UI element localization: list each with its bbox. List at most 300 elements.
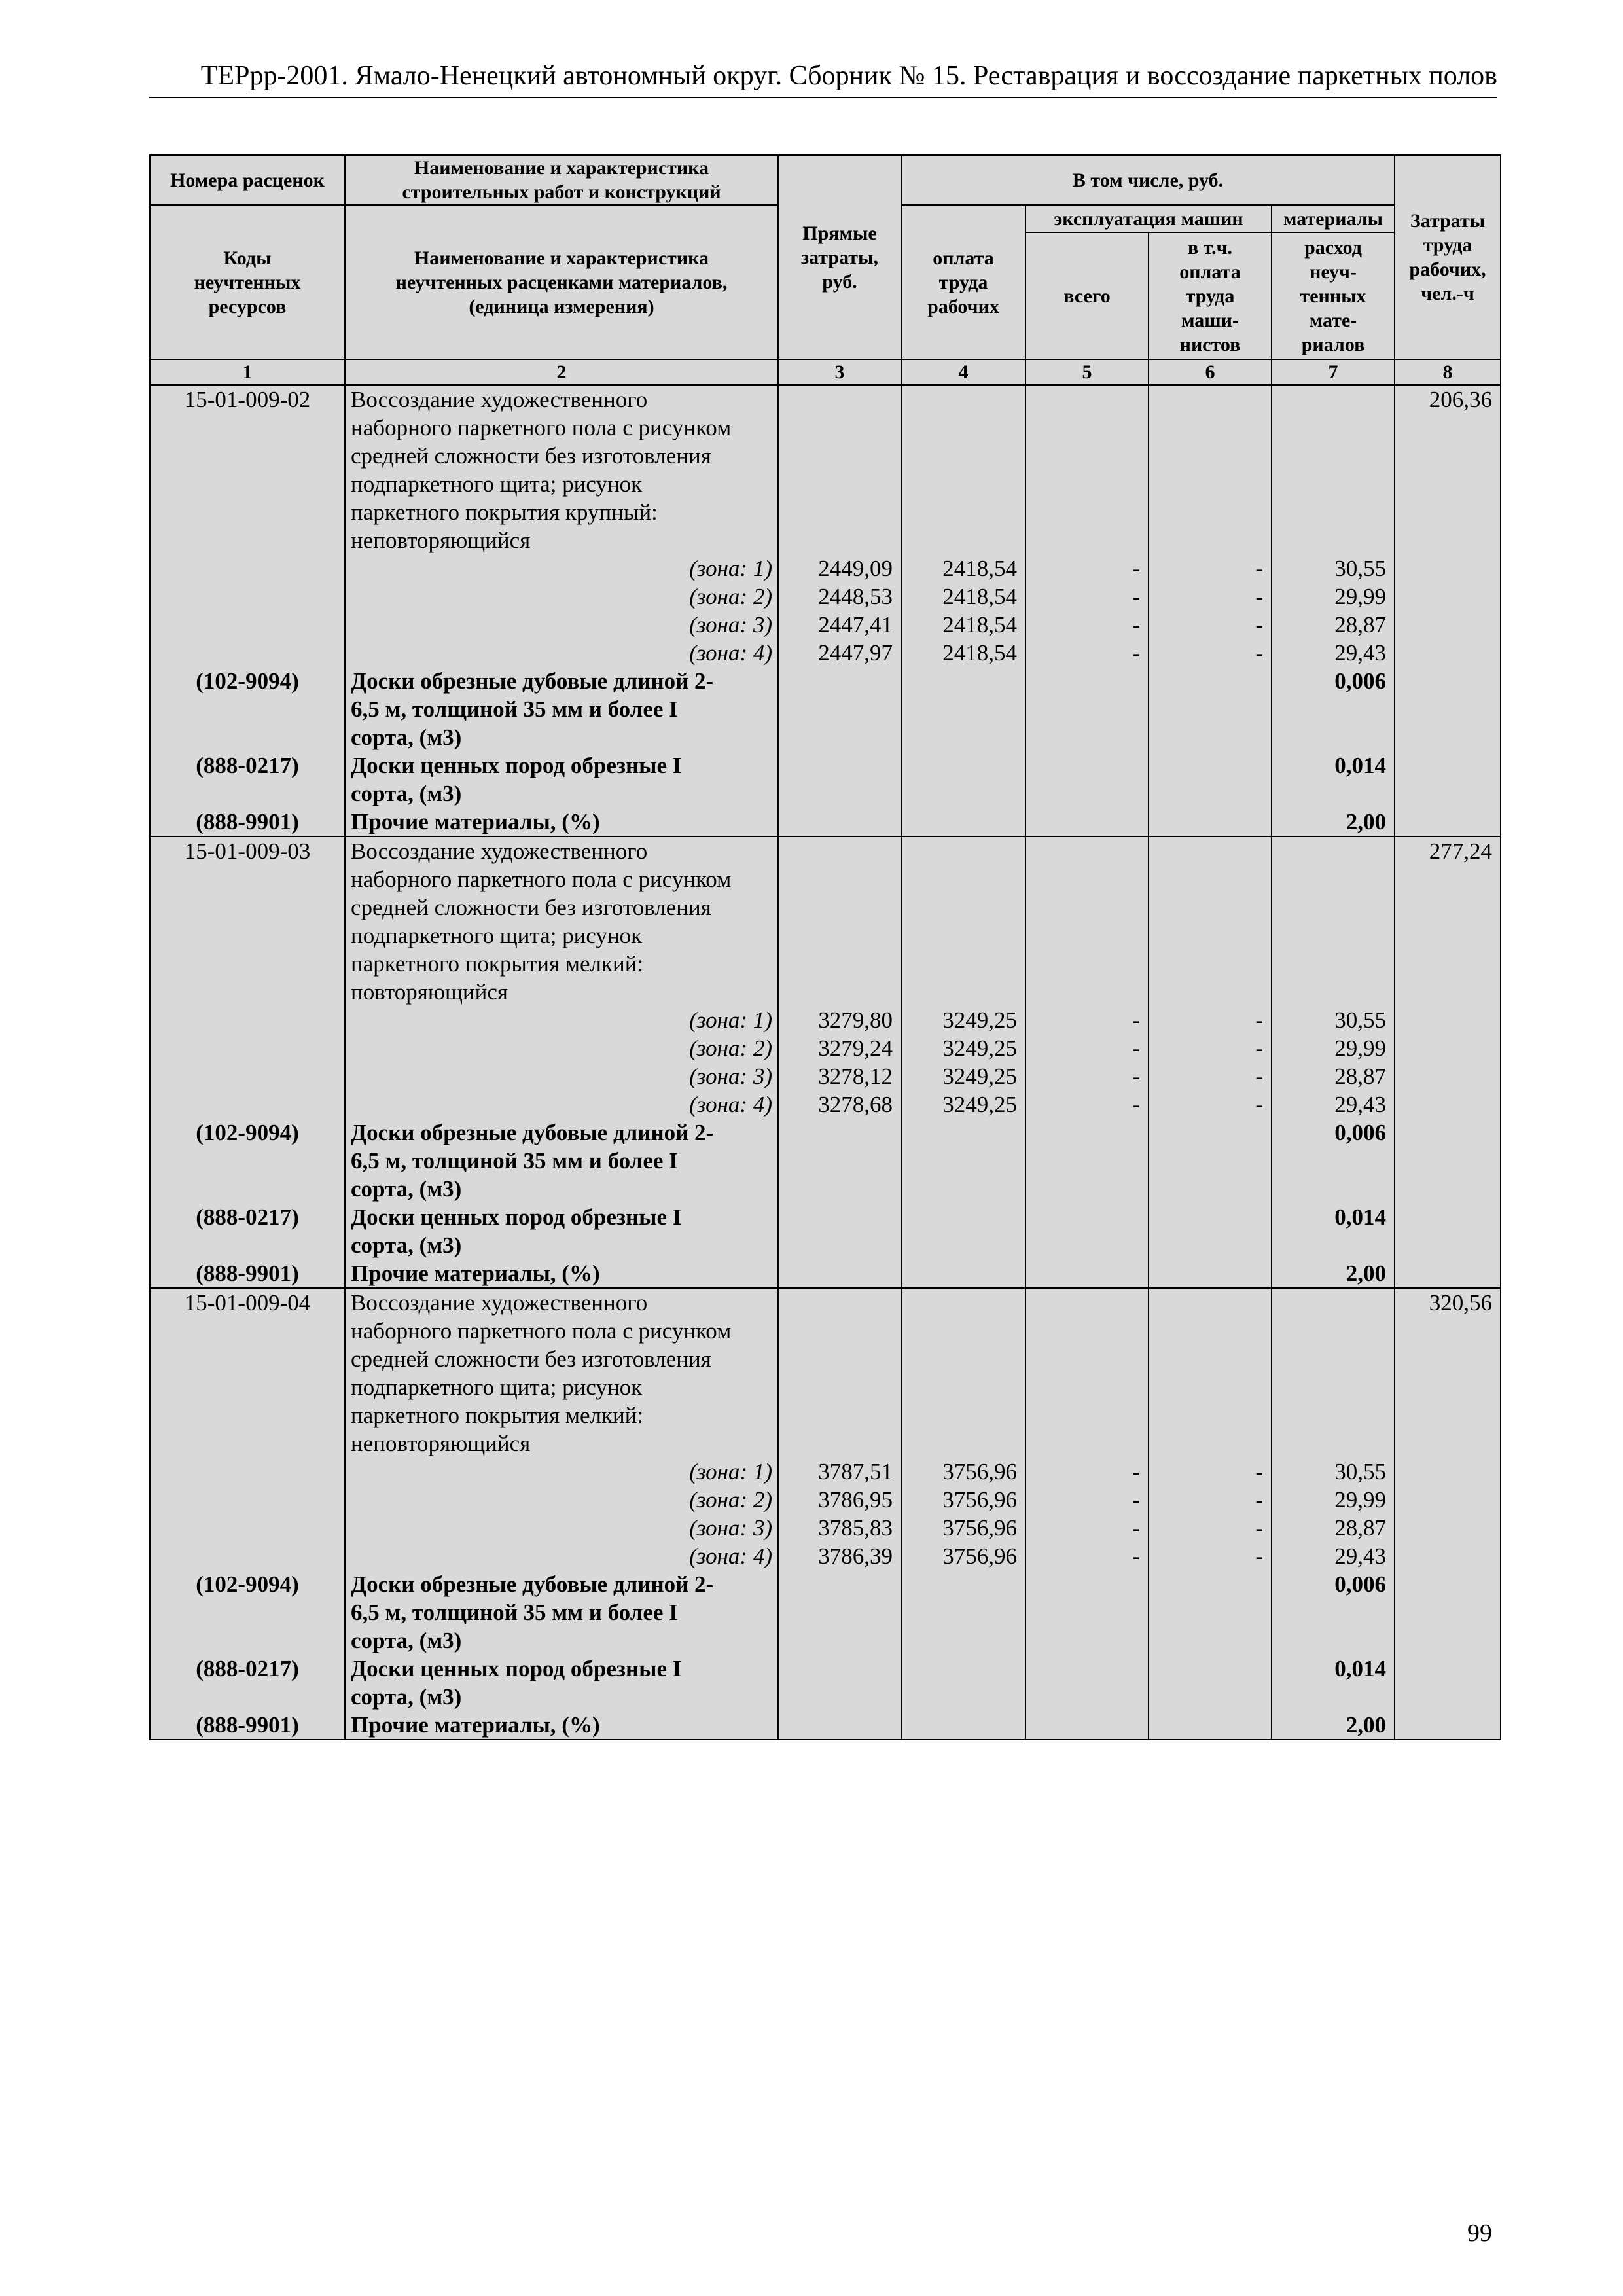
blank-line bbox=[1149, 1345, 1263, 1373]
materials-cost: 29,99 bbox=[1334, 1487, 1387, 1513]
machinists-pay: - bbox=[1255, 1035, 1263, 1061]
materials-cost: 29,43 bbox=[1334, 1092, 1387, 1117]
zone-label: (зона: 3) bbox=[689, 1064, 772, 1089]
resource-usage: 0,006 bbox=[1334, 1120, 1387, 1145]
machines-total: - bbox=[1132, 556, 1140, 581]
machines-total: - bbox=[1132, 1007, 1140, 1033]
resource-name-line: Прочие материалы, (%) bbox=[351, 1261, 600, 1286]
machinists-pay-cell bbox=[1149, 1288, 1272, 1740]
direct-cost: 2449,09 bbox=[818, 556, 893, 581]
blank-line bbox=[779, 1289, 893, 1317]
col-number: 5 bbox=[1026, 359, 1149, 385]
blank-line bbox=[1272, 1345, 1386, 1373]
blank-line bbox=[1149, 442, 1263, 470]
machines-total: - bbox=[1132, 1064, 1140, 1089]
direct-cost: 2447,41 bbox=[818, 612, 893, 637]
materials-cost-cell bbox=[1272, 385, 1395, 836]
machinists-pay: - bbox=[1255, 1459, 1263, 1484]
rate-name-line: подпаркетного щита; рисунок bbox=[351, 471, 643, 497]
blank-line bbox=[151, 978, 344, 1006]
blank-line bbox=[902, 893, 1017, 922]
blank-line bbox=[779, 837, 893, 865]
table-head bbox=[150, 155, 1501, 385]
head-line: оплата bbox=[933, 247, 994, 269]
blank-line bbox=[779, 1345, 893, 1373]
blank-line bbox=[1272, 1683, 1386, 1711]
head-col1-bottom bbox=[150, 205, 345, 359]
head-line: Затраты bbox=[1410, 210, 1486, 232]
blank-line bbox=[902, 978, 1017, 1006]
blank-line bbox=[779, 442, 893, 470]
blank-line bbox=[151, 1317, 344, 1345]
blank-line bbox=[151, 1231, 344, 1259]
blank-line bbox=[151, 1429, 344, 1458]
resource-code: (888-0217) bbox=[196, 753, 299, 778]
codes-cell bbox=[150, 385, 345, 836]
materials-cost-cell bbox=[1272, 1288, 1395, 1740]
blank-line bbox=[1149, 950, 1263, 978]
blank-line bbox=[1149, 1373, 1263, 1401]
blank-line bbox=[779, 1429, 893, 1458]
labor-costs: 206,36 bbox=[1429, 387, 1493, 412]
blank-line bbox=[902, 1429, 1017, 1458]
resource-code: (888-0217) bbox=[196, 1656, 299, 1681]
labor-pay: 3756,96 bbox=[942, 1543, 1017, 1569]
blank-line bbox=[1149, 978, 1263, 1006]
blank-line bbox=[1272, 837, 1386, 865]
running-header: ТЕРрр-2001. Ямало-Ненецкий автономный округ. Сборник № 15. Реставрация и воссоздание паркетных полов bbox=[149, 55, 1497, 98]
head-machinists-pay bbox=[1149, 232, 1272, 359]
rate-name-line: паркетного покрытия крупный: bbox=[351, 499, 658, 525]
col-number: 6 bbox=[1149, 359, 1272, 385]
blank-line bbox=[779, 1401, 893, 1429]
resource-name-line: Доски обрезные дубовые длиной 2- bbox=[351, 668, 714, 694]
blank-line bbox=[151, 1175, 344, 1203]
blank-line bbox=[151, 414, 344, 442]
resource-name-line: Прочие материалы, (%) bbox=[351, 1712, 600, 1738]
machinists-pay: - bbox=[1255, 612, 1263, 637]
machines-total: - bbox=[1132, 1487, 1140, 1513]
materials-cost: 29,99 bbox=[1334, 1035, 1387, 1061]
blank-line bbox=[779, 950, 893, 978]
head-line: неуч- bbox=[1310, 260, 1357, 283]
rate-name-line: наборного паркетного пола с рисунком bbox=[351, 867, 732, 892]
blank-line bbox=[1026, 1317, 1140, 1345]
labor-pay: 3249,25 bbox=[942, 1035, 1017, 1061]
machinists-pay: - bbox=[1255, 1092, 1263, 1117]
blank-line bbox=[1026, 414, 1140, 442]
rate-code: 15-01-009-02 bbox=[184, 387, 311, 412]
blank-line bbox=[1149, 865, 1263, 893]
resource-code: (102-9094) bbox=[196, 668, 299, 694]
blank-line bbox=[151, 1147, 344, 1175]
blank-line bbox=[1272, 1401, 1386, 1429]
blank-line bbox=[151, 498, 344, 526]
machinists-pay: - bbox=[1255, 556, 1263, 581]
col-number: 8 bbox=[1395, 359, 1501, 385]
blank-line bbox=[1272, 1429, 1386, 1458]
blank-line bbox=[151, 1345, 344, 1373]
blank-line bbox=[1272, 498, 1386, 526]
blank-line bbox=[1272, 442, 1386, 470]
rate-name-line: неповторяющийся bbox=[351, 1431, 531, 1456]
head-materials: материалы bbox=[1272, 205, 1395, 232]
zone-label: (зона: 1) bbox=[689, 556, 772, 581]
head-line: нистов bbox=[1179, 333, 1241, 355]
materials-cost: 29,99 bbox=[1334, 584, 1387, 609]
blank-line bbox=[151, 1626, 344, 1655]
blank-line bbox=[1272, 865, 1386, 893]
head-line: (единица измерения) bbox=[469, 295, 654, 317]
blank-line bbox=[1272, 978, 1386, 1006]
resource-name-line: Доски ценных пород обрезные I bbox=[351, 1204, 682, 1230]
materials-cost-cell bbox=[1272, 836, 1395, 1288]
blank-line bbox=[1272, 470, 1386, 498]
blank-line bbox=[151, 583, 344, 611]
head-line: тенных bbox=[1300, 285, 1366, 307]
machinists-pay: - bbox=[1255, 1515, 1263, 1541]
head-line: труда bbox=[938, 271, 988, 293]
resource-usage: 2,00 bbox=[1346, 809, 1387, 834]
head-line: труда bbox=[1423, 234, 1472, 256]
head-line: мате- bbox=[1309, 309, 1357, 331]
column-numbers-row bbox=[150, 359, 1501, 385]
head-machines: эксплуатация машин bbox=[1026, 205, 1272, 232]
rate-name-line: подпаркетного щита; рисунок bbox=[351, 923, 643, 948]
blank-line bbox=[1272, 1231, 1386, 1259]
head-machines-total: всего bbox=[1026, 232, 1149, 359]
machines-total: - bbox=[1132, 640, 1140, 666]
resource-usage: 0,014 bbox=[1334, 1656, 1387, 1681]
blank-line bbox=[151, 1514, 344, 1542]
rate-code: 15-01-009-04 bbox=[184, 1290, 311, 1316]
resource-name-line: сорта, (м3) bbox=[351, 1232, 462, 1258]
blank-line bbox=[1026, 978, 1140, 1006]
blank-line bbox=[779, 1373, 893, 1401]
blank-line bbox=[1149, 922, 1263, 950]
blank-line bbox=[1149, 1401, 1263, 1429]
blank-line bbox=[151, 1401, 344, 1429]
blank-line bbox=[1149, 414, 1263, 442]
resource-code: (102-9094) bbox=[196, 1571, 299, 1597]
rate-name-line: паркетного покрытия мелкий: bbox=[351, 1403, 644, 1428]
resource-code: (888-9901) bbox=[196, 1261, 299, 1286]
labor-costs-cell bbox=[1395, 385, 1501, 836]
materials-cost: 29,43 bbox=[1334, 640, 1387, 666]
zone-label: (зона: 4) bbox=[689, 1092, 772, 1117]
blank-line bbox=[1272, 1289, 1386, 1317]
blank-line bbox=[1026, 470, 1140, 498]
blank-line bbox=[1149, 1429, 1263, 1458]
blank-line bbox=[902, 442, 1017, 470]
materials-cost: 28,87 bbox=[1334, 612, 1387, 637]
rate-name-line: средней сложности без изготовления bbox=[351, 1346, 711, 1372]
zone-label: (зона: 1) bbox=[689, 1459, 772, 1484]
table-body bbox=[150, 385, 1501, 1740]
blank-line bbox=[779, 865, 893, 893]
blank-line bbox=[779, 1317, 893, 1345]
blank-line bbox=[1272, 723, 1386, 751]
blank-line bbox=[1272, 950, 1386, 978]
blank-line bbox=[151, 554, 344, 583]
labor-pay: 2418,54 bbox=[942, 584, 1017, 609]
blank-line bbox=[151, 893, 344, 922]
blank-line bbox=[1149, 470, 1263, 498]
labor-pay: 2418,54 bbox=[942, 612, 1017, 637]
blank-line bbox=[1026, 386, 1140, 414]
zone-label: (зона: 2) bbox=[689, 1487, 772, 1513]
blank-line bbox=[151, 1062, 344, 1090]
rate-name-line: паркетного покрытия мелкий: bbox=[351, 951, 644, 977]
head-line: оплата bbox=[1179, 260, 1241, 283]
blank-line bbox=[1272, 780, 1386, 808]
labor-pay: 3756,96 bbox=[942, 1515, 1017, 1541]
rate-code: 15-01-009-03 bbox=[184, 838, 311, 864]
machines-total-cell bbox=[1026, 836, 1149, 1288]
rate-entry-row bbox=[150, 836, 1501, 1288]
blank-line bbox=[1026, 865, 1140, 893]
blank-line bbox=[151, 922, 344, 950]
head-line: рабочих bbox=[927, 295, 999, 317]
head-line: руб. bbox=[822, 270, 857, 293]
machinists-pay-cell bbox=[1149, 836, 1272, 1288]
head-col1-top: Номера расценок bbox=[150, 155, 345, 205]
direct-cost: 3278,12 bbox=[818, 1064, 893, 1089]
machinists-pay: - bbox=[1255, 1007, 1263, 1033]
resource-name-line: Доски обрезные дубовые длиной 2- bbox=[351, 1120, 714, 1145]
machinists-pay: - bbox=[1255, 640, 1263, 666]
blank-line bbox=[1149, 498, 1263, 526]
names-cell bbox=[345, 836, 778, 1288]
blank-line bbox=[1272, 695, 1386, 723]
blank-line bbox=[151, 723, 344, 751]
head-line: ресурсов bbox=[208, 295, 287, 317]
machines-total: - bbox=[1132, 1035, 1140, 1061]
head-line: неучтенных bbox=[194, 271, 301, 293]
head-labor-pay bbox=[901, 205, 1026, 359]
blank-line bbox=[1272, 386, 1386, 414]
labor-pay: 3249,25 bbox=[942, 1064, 1017, 1089]
blank-line bbox=[1272, 1598, 1386, 1626]
resource-usage: 0,006 bbox=[1334, 668, 1387, 694]
rate-name-line: наборного паркетного пола с рисунком bbox=[351, 1318, 732, 1344]
blank-line bbox=[151, 1683, 344, 1711]
blank-line bbox=[902, 837, 1017, 865]
blank-line bbox=[902, 1373, 1017, 1401]
blank-line bbox=[151, 639, 344, 667]
blank-line bbox=[1026, 1401, 1140, 1429]
blank-line bbox=[151, 1598, 344, 1626]
head-line: маши- bbox=[1181, 309, 1239, 331]
blank-line bbox=[1272, 893, 1386, 922]
blank-line bbox=[902, 950, 1017, 978]
head-line: Коды bbox=[223, 247, 272, 269]
direct-cost: 3786,39 bbox=[818, 1543, 893, 1569]
resource-name-line: Доски ценных пород обрезные I bbox=[351, 753, 682, 778]
head-materials-usage bbox=[1272, 232, 1395, 359]
resource-code: (102-9094) bbox=[196, 1120, 299, 1145]
labor-pay: 3249,25 bbox=[942, 1092, 1017, 1117]
resource-name-line: Доски ценных пород обрезные I bbox=[351, 1656, 682, 1681]
head-line: рабочих, bbox=[1409, 259, 1486, 280]
rate-name-line: неповторяющийся bbox=[351, 528, 531, 553]
machinists-pay: - bbox=[1255, 584, 1263, 609]
blank-line bbox=[151, 1006, 344, 1034]
labor-pay: 3756,96 bbox=[942, 1459, 1017, 1484]
blank-line bbox=[779, 498, 893, 526]
machinists-pay: - bbox=[1255, 1543, 1263, 1569]
zone-label: (зона: 4) bbox=[689, 1543, 772, 1569]
labor-costs: 277,24 bbox=[1429, 838, 1493, 864]
head-line: риалов bbox=[1301, 333, 1365, 355]
resource-code: (888-9901) bbox=[196, 809, 299, 834]
blank-line bbox=[151, 1090, 344, 1119]
head-line: Прямые bbox=[802, 222, 877, 244]
page-number: 99 bbox=[1467, 2219, 1492, 2247]
head-direct-costs bbox=[778, 155, 901, 359]
rate-name-line: средней сложности без изготовления bbox=[351, 443, 711, 469]
resource-name-line: сорта, (м3) bbox=[351, 1684, 462, 1710]
rates-table bbox=[149, 154, 1501, 1740]
rate-entry-row bbox=[150, 1288, 1501, 1740]
zone-label: (зона: 4) bbox=[689, 640, 772, 666]
rate-name-line: Воссоздание художественного bbox=[351, 387, 648, 412]
resource-code: (888-0217) bbox=[196, 1204, 299, 1230]
head-line: Наименование и характеристика bbox=[414, 157, 709, 179]
zone-label: (зона: 3) bbox=[689, 1515, 772, 1541]
names-cell bbox=[345, 385, 778, 836]
head-line: чел.-ч bbox=[1421, 283, 1474, 304]
resource-usage: 0,014 bbox=[1334, 1204, 1387, 1230]
resource-name-line: Доски обрезные дубовые длиной 2- bbox=[351, 1571, 714, 1597]
blank-line bbox=[1272, 414, 1386, 442]
direct-cost: 3279,24 bbox=[818, 1035, 893, 1061]
col-number: 7 bbox=[1272, 359, 1395, 385]
zone-label: (зона: 2) bbox=[689, 584, 772, 609]
col-number: 3 bbox=[778, 359, 901, 385]
blank-line bbox=[1272, 526, 1386, 554]
blank-line bbox=[902, 865, 1017, 893]
machines-total: - bbox=[1132, 612, 1140, 637]
labor-pay: 3249,25 bbox=[942, 1007, 1017, 1033]
direct-cost: 3785,83 bbox=[818, 1515, 893, 1541]
blank-line bbox=[1149, 893, 1263, 922]
codes-cell bbox=[150, 836, 345, 1288]
col-number: 1 bbox=[150, 359, 345, 385]
direct-cost: 3279,80 bbox=[818, 1007, 893, 1033]
head-line: расход bbox=[1304, 236, 1362, 259]
head-line: неучтенных расценками материалов, bbox=[395, 271, 728, 293]
rate-name-line: Воссоздание художественного bbox=[351, 838, 648, 864]
resource-usage: 0,006 bbox=[1334, 1571, 1387, 1597]
machinists-pay: - bbox=[1255, 1487, 1263, 1513]
labor-pay: 2418,54 bbox=[942, 640, 1017, 666]
blank-line bbox=[151, 695, 344, 723]
head-col2-bottom bbox=[345, 205, 778, 359]
labor-costs-cell bbox=[1395, 836, 1501, 1288]
blank-line bbox=[779, 893, 893, 922]
direct-cost: 2448,53 bbox=[818, 584, 893, 609]
resource-name-line: 6,5 м, толщиной 35 мм и более I bbox=[351, 696, 678, 722]
labor-pay-cell bbox=[901, 385, 1026, 836]
head-including: В том числе, руб. bbox=[901, 155, 1395, 205]
blank-line bbox=[1026, 950, 1140, 978]
blank-line bbox=[1026, 1345, 1140, 1373]
labor-pay: 2418,54 bbox=[942, 556, 1017, 581]
resource-name-line: 6,5 м, толщиной 35 мм и более I bbox=[351, 1148, 678, 1174]
resource-name-line: сорта, (м3) bbox=[351, 1176, 462, 1202]
blank-line bbox=[902, 1401, 1017, 1429]
rate-name-line: подпаркетного щита; рисунок bbox=[351, 1374, 643, 1400]
materials-cost: 29,43 bbox=[1334, 1543, 1387, 1569]
blank-line bbox=[151, 470, 344, 498]
names-cell bbox=[345, 1288, 778, 1740]
head-line: затраты, bbox=[801, 246, 878, 268]
machines-total-cell bbox=[1026, 1288, 1149, 1740]
resource-name-line: сорта, (м3) bbox=[351, 781, 462, 806]
materials-cost: 28,87 bbox=[1334, 1064, 1387, 1089]
machines-total: - bbox=[1132, 1543, 1140, 1569]
blank-line bbox=[1026, 1289, 1140, 1317]
materials-cost: 30,55 bbox=[1334, 1007, 1387, 1033]
blank-line bbox=[902, 1289, 1017, 1317]
labor-pay: 3756,96 bbox=[942, 1487, 1017, 1513]
direct-cost: 2447,97 bbox=[818, 640, 893, 666]
blank-line bbox=[151, 611, 344, 639]
blank-line bbox=[779, 470, 893, 498]
blank-line bbox=[902, 1317, 1017, 1345]
blank-line bbox=[1272, 922, 1386, 950]
resource-code: (888-9901) bbox=[196, 1712, 299, 1738]
rate-name-line: повторяющийся bbox=[351, 979, 508, 1005]
resource-usage: 2,00 bbox=[1346, 1261, 1387, 1286]
blank-line bbox=[1026, 526, 1140, 554]
blank-line bbox=[779, 526, 893, 554]
zone-label: (зона: 2) bbox=[689, 1035, 772, 1061]
blank-line bbox=[1149, 1289, 1263, 1317]
labor-costs: 320,56 bbox=[1429, 1290, 1493, 1316]
blank-line bbox=[1026, 893, 1140, 922]
labor-pay-cell bbox=[901, 836, 1026, 1288]
blank-line bbox=[1026, 442, 1140, 470]
machines-total: - bbox=[1132, 1515, 1140, 1541]
blank-line bbox=[1272, 1175, 1386, 1203]
blank-line bbox=[1026, 837, 1140, 865]
rate-entry-row bbox=[150, 385, 1501, 836]
codes-cell bbox=[150, 1288, 345, 1740]
resource-name-line: 6,5 м, толщиной 35 мм и более I bbox=[351, 1600, 678, 1625]
blank-line bbox=[779, 414, 893, 442]
blank-line bbox=[151, 1373, 344, 1401]
blank-line bbox=[151, 1486, 344, 1514]
blank-line bbox=[902, 526, 1017, 554]
head-line: строительных работ и конструкций bbox=[402, 181, 721, 203]
blank-line bbox=[902, 1345, 1017, 1373]
blank-line bbox=[151, 526, 344, 554]
blank-line bbox=[1272, 1626, 1386, 1655]
rate-name-line: Воссоздание художественного bbox=[351, 1290, 648, 1316]
blank-line bbox=[902, 470, 1017, 498]
machinists-pay-cell bbox=[1149, 385, 1272, 836]
blank-line bbox=[902, 414, 1017, 442]
blank-line bbox=[779, 922, 893, 950]
machines-total-cell bbox=[1026, 385, 1149, 836]
blank-line bbox=[902, 498, 1017, 526]
blank-line bbox=[151, 1542, 344, 1570]
blank-line bbox=[779, 386, 893, 414]
rate-name-line: наборного паркетного пола с рисунком bbox=[351, 415, 732, 440]
labor-costs-cell bbox=[1395, 1288, 1501, 1740]
